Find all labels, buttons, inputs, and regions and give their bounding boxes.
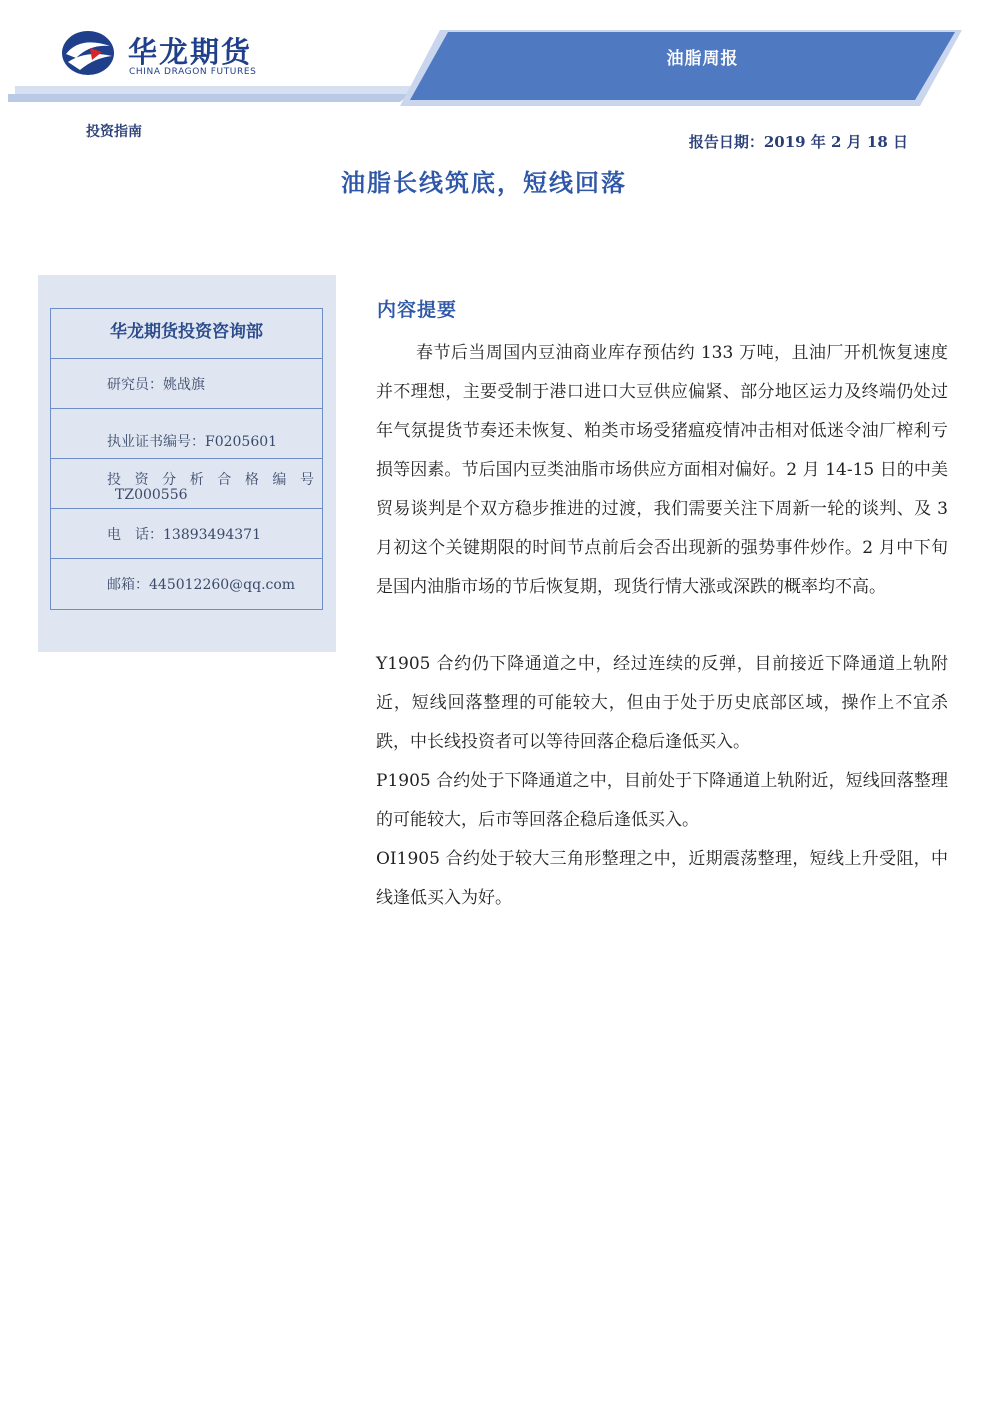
qualification-number: TZ000556: [115, 487, 188, 503]
qualification-label: 投 资 分 析 合 格 编 号: [107, 472, 314, 488]
summary-paragraph: 春节后当周国内豆油商业库存预估约 133 万吨，且油厂开机恢复速度并不理想，主要受制于港口进口大豆供应偏紧、部分地区运力及终端仍处过年气氛提货节奏还未恢复、粕类市场受猪瘟疫情冲击相对低迷令油厂榨利亏损等因素。节后国内豆类油脂市场供应方面相对偏好。2 月 14-15 日的中美贸易谈判是个双方稳步推进的过渡，我们需要关注下周新一轮的谈判、及 3 月初这个关键期限的时间节点前后会否出现新的强势事件炒作。2 月中下旬是国内油脂市场的节后恢复期，现货行情大涨或深跌的概率均不高。: [376, 343, 948, 597]
researcher-name: 研究员：姚战旗: [107, 377, 205, 393]
dept-name: 华龙期货投资咨询部: [51, 309, 322, 359]
researcher-row: [51, 359, 322, 409]
phone-number: 电 话：13893494371: [107, 527, 261, 543]
report-type-label: 油脂周报: [666, 49, 739, 69]
email-row: [51, 559, 322, 609]
summary-paragraph-p1905: P1905 合约处于下降通道之中，目前处于下降通道上轨附近，短线回落整理的可能较大，后市等回落企稳后逢低买入。: [376, 771, 948, 830]
qualification-row: [51, 459, 322, 509]
logo-text-en: CHINA DRAGON FUTURES: [129, 67, 257, 77]
license-number: 执业证书编号：F0205601: [107, 434, 278, 450]
email-address[interactable]: 邮箱：445012260@qq.com: [107, 577, 296, 593]
section-label: 投资指南: [86, 124, 142, 140]
summary-paragraph-oi1905: OI1905 合约处于较大三角形整理之中，近期震荡整理，短线上升受阻，中线逢低买入为好。: [376, 849, 948, 908]
company-logo-icon: [60, 28, 116, 78]
summary-paragraph-y1905: Y1905 合约仍下降通道之中，经过连续的反弹，目前接近下降通道上轨附近，短线回落整理的可能较大，但由于处于历史底部区域，操作上不宜杀跌，中长线投资者可以等待回落企稳后逢低买入。: [376, 654, 948, 752]
contact-table: [50, 308, 323, 610]
report-date: 报告日期：2019 年 2 月 18 日: [688, 133, 908, 151]
summary-heading: 内容提要: [377, 299, 458, 321]
license-row: [51, 409, 322, 459]
report-title: 油脂长线筑底，短线回落: [341, 168, 627, 197]
logo-text-cn: 华龙期货: [128, 35, 253, 69]
phone-row: [51, 509, 322, 559]
